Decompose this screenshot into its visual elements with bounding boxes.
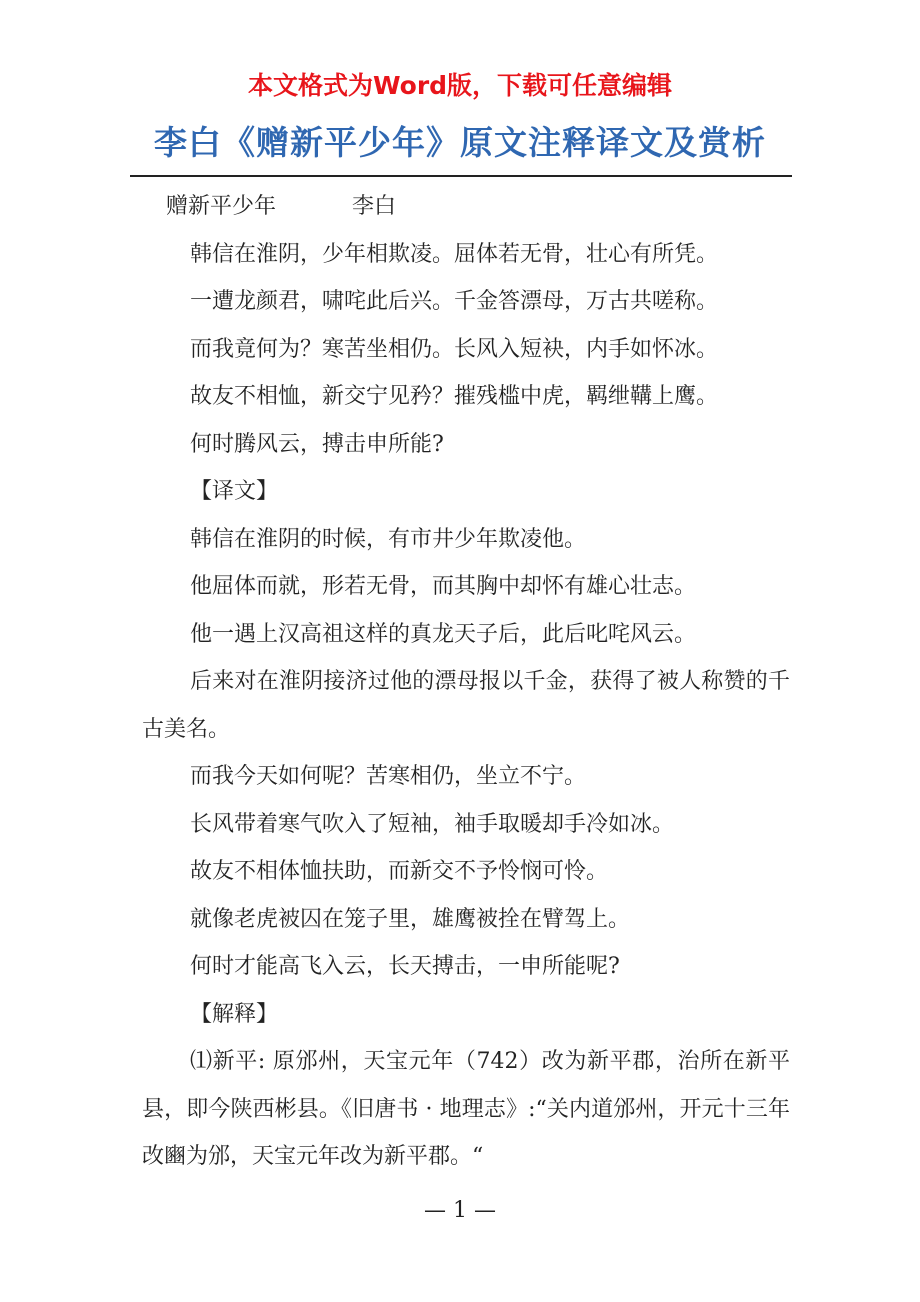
word-format-banner: 本文格式为Word版，下载可任意编辑 — [247, 71, 673, 100]
poem-author: 李白 — [352, 194, 397, 219]
poem-name: 赠新平少年 — [166, 194, 277, 219]
poem-line: 一遭龙颜君，啸咤此后兴。千金答漂母，万古共嗟称。 — [190, 289, 719, 314]
poem-line: 故友不相恤，新交宁见矜？摧残槛中虎，羁绁鞲上鹰。 — [190, 384, 719, 409]
translation-line: 故友不相体恤扶助，而新交不予怜悯可怜。 — [190, 859, 609, 884]
translation-line: 他一遇上汉高祖这样的真龙天子后，此后叱咤风云。 — [190, 621, 697, 647]
poem-line: 而我竟何为？寒苦坐相仍。长风入短袂，内手如怀冰。 — [190, 336, 719, 362]
document-body — [142, 183, 790, 1181]
poem-line: 韩信在淮阴，少年相欺凌。屈体若无骨，壮心有所凭。 — [190, 241, 719, 267]
translation-line: 就像老虎被囚在笼子里，雄鹰被拴在臂驾上。 — [190, 906, 631, 932]
translation-line: 后来对在淮阴接济过他的漂母报以千金，获得了被人称赞的千古美名。 — [142, 669, 790, 742]
note-item: ⑴新平: 原邠州，天宝元年（742）改为新平郡，治所在新平县，即今陕西彬县。《旧唐书 · 地理志》:“关内道邠州，开元十三年改豳为邠，天宝元年改为新平郡。“ — [142, 1049, 790, 1169]
translation-line: 而我今天如何呢？苦寒相仍，坐立不宁。 — [190, 764, 587, 789]
translation-line: 韩信在淮阴的时候，有市井少年欺凌他。 — [190, 526, 587, 552]
poem-line: 何时腾风云，搏击申所能? — [190, 431, 444, 457]
title-divider — [130, 175, 792, 177]
translation-line: 何时才能高飞入云，长天搏击，一申所能呢? — [190, 954, 620, 979]
document-title: 李白《赠新平少年》原文注释译文及赏析 — [154, 123, 766, 162]
notes-heading: 【解释】 — [190, 1001, 279, 1027]
translation-line: 长风带着寒气吹入了短袖，袖手取暖却手冷如冰。 — [190, 811, 675, 837]
poem-heading — [142, 183, 790, 231]
translation-heading: 【译文】 — [190, 479, 279, 504]
translation-line: 他屈体而就，形若无骨，而其胸中却怀有雄心壮志。 — [190, 574, 697, 599]
page-number: — 1 — — [424, 1198, 496, 1223]
